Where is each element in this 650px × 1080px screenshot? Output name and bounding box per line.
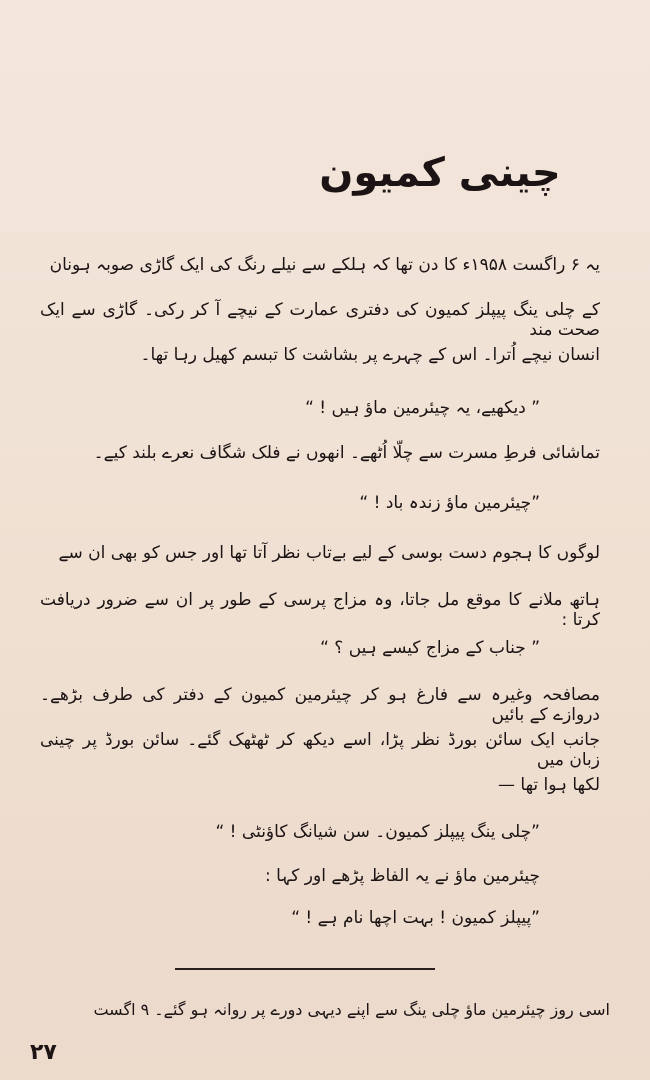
quote-line: ” جناب کے مزاج کیسے ہیں ؟ “ (320, 638, 540, 658)
paragraph-line: تماشائی فرطِ مسرت سے چلّا اُٹھے۔ انھوں نے فلک شگاف نعرے بلند کیے۔ (93, 443, 600, 463)
footnote: اسی روز چیئرمین ماؤ چلی ینگ سے اپنے دیہی دورے پر روانہ ہو گئے۔ ۹ اگست (93, 1000, 610, 1019)
quote-line: ”چیئرمین ماؤ زندہ باد ! “ (359, 493, 540, 513)
chapter-title: چینی کمیون (319, 150, 561, 196)
paragraph-line: یہ ۶ راگست ۱۹۵۸ء کا دن تھا کہ ہلکے سے نیلے رنگ کی ایک گاڑی صوبہ ہونان (49, 255, 600, 275)
paragraph-line: لکھا ہوا تھا — (497, 775, 600, 795)
quote-line: ”پیپلز کمیون ! بہت اچھا نام ہے ! “ (291, 908, 540, 928)
paragraph-line: جانب ایک سائن بورڈ نظر پڑا، اسے دیکھ کر ٹھٹھک گئے۔ سائن بورڈ پر چینی زبان میں (40, 730, 600, 771)
quote-line: ”چلی ینگ پیپلز کمیون۔ سن شیانگ کاؤنٹی ! “ (215, 822, 540, 842)
quote-line: چیئرمین ماؤ نے یہ الفاظ پڑھے اور کہا : (265, 866, 540, 886)
paragraph-line: لوگوں کا ہجوم دست بوسی کے لیے بےتاب نظر آتا تھا اور جس کو بھی ان سے (58, 543, 600, 563)
paragraph-line: مصافحہ وغیرہ سے فارغ ہو کر چیئرمین کمیون کے دفتر کی طرف بڑھے۔ دروازے کے بائیں (40, 685, 600, 726)
footnote-divider (175, 968, 435, 970)
paragraph-line: ہاتھ ملانے کا موقع مل جاتا، وہ مزاج پرسی کے طور پر ان سے ضرور دریافت کرتا : (40, 590, 600, 631)
quote-line: ” دیکھیے، یہ چیئرمین ماؤ ہیں ! “ (305, 398, 540, 418)
page-number: ۲۷ (30, 1040, 57, 1065)
paragraph-line: انسان نیچے اُترا۔ اس کے چہرے پر بشاشت کا تبسم کھیل رہا تھا۔ (140, 345, 600, 365)
paragraph-line: کے چلی ینگ پیپلز کمیون کی دفتری عمارت کے نیچے آ کر رکی۔ گاڑی سے ایک صحت مند (40, 300, 600, 341)
